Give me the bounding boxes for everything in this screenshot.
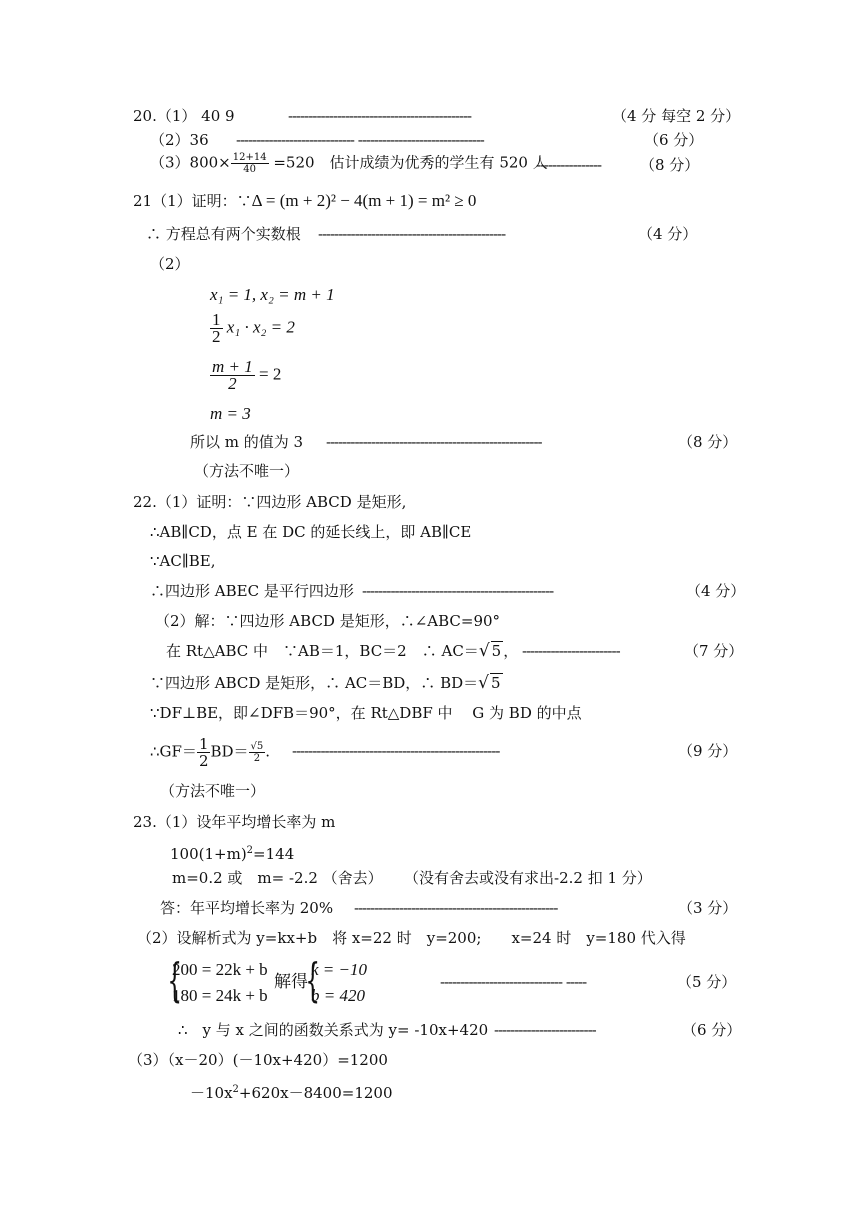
q21-line2: ∴ 方程总有两个实数根: [146, 225, 301, 243]
q23-line3-note: （没有舍去或没有求出-2.2 扣 1 分）: [404, 869, 652, 887]
q23-line4-score: （3 分）: [678, 899, 738, 917]
q21-step2: $\frac{1}{2}$ x₁ · x₂ = 2: [212, 310, 295, 346]
q23-line4: 答：年平均增长率为 20%: [160, 899, 334, 917]
q20-fraction: $\frac{12+14}{40}$: [232, 152, 267, 175]
q20-line1: [133, 106, 235, 126]
q22-line9-dashes: ---------------------------------------------------: [292, 742, 500, 760]
q21-line5: （方法不唯一）: [194, 462, 300, 480]
q20-line3: （3）800× $\frac{12+14}{40}$ =520 估计成绩为优秀的学生有 520 人: [150, 152, 548, 175]
q21-line2-score: （4 分）: [638, 225, 698, 243]
q22-line9-score: （9 分）: [678, 742, 738, 760]
q22-line4-score: （4 分）: [686, 582, 746, 600]
q21-step4: m = 3: [210, 404, 251, 423]
q23-line2: $100(1+m)^2=144$: [170, 845, 295, 863]
q23-line5: （2）设解析式为 y=kx+b 将 x=22 时 y=200; x=24 时 y=180 代入得: [137, 929, 686, 947]
q20-line1-score: （4 分 每空 2 分）: [612, 107, 741, 125]
q20-line1-dashes: ---------------------------------------------: [288, 107, 472, 125]
q21-line4-score: （8 分）: [678, 433, 738, 451]
q23-line7-dashes: -------------------------: [494, 1021, 596, 1039]
q23-system-brace-left: {: [167, 953, 182, 1007]
q22-line6-dashes: ------------------------: [522, 642, 620, 660]
q22-line1: 22.（1）证明：∵四边形 ABCD 是矩形,: [133, 493, 407, 511]
q23-system-solve: 解得: [274, 972, 308, 992]
q23-line7-score: （6 分）: [682, 1021, 742, 1039]
q22-line10: （方法不唯一）: [160, 782, 266, 800]
q23-solution-k: k = −10: [311, 960, 367, 979]
q21-step3: $\frac{m + 1}{2}$ = 2: [212, 357, 282, 393]
q21-discriminant: Δ = (m + 2)² − 4(m + 1) = m² ≥ 0: [251, 191, 477, 210]
q23-line8: （3）（x－20）(－10x+420）=1200: [128, 1051, 388, 1069]
q22-line4: ∴四边形 ABEC 是平行四边形: [150, 582, 354, 600]
q20-answer-1: 20.（1） 40 9: [133, 107, 235, 125]
q20-line3-score: （8 分）: [640, 156, 700, 174]
q23-line1: 23.（1）设年平均增长率为 m: [133, 813, 336, 831]
q23-system-eq2: 180 = 24k + b: [172, 986, 268, 1005]
q23-line4-dashes: --------------------------------------------------: [354, 899, 558, 917]
q21-line1: 21（1）证明：∵Δ = (m + 2)² − 4(m + 1) = m² ≥ 0: [133, 191, 477, 210]
q23-line9: $-10x^2+620x-8400=1200$: [190, 1084, 393, 1102]
q22-line9: ∴GF＝ $\frac{1}{2}$ BD＝ $\frac{√5}{2}$ .: [150, 735, 271, 770]
q22-line3: ∵AC∥BE,: [150, 552, 216, 570]
q20-line3-dashes: ----------------: [536, 156, 602, 174]
q23-solution-b: b = 420: [311, 986, 365, 1005]
q22-line7: ∵四边形 ABCD 是矩形，∴ AC＝BD，∴ BD＝√ 5: [150, 673, 501, 693]
q23-line6-score: （5 分）: [677, 973, 737, 991]
q23-line7: ∴ y 与 x 之间的函数关系式为 y= -10x+420: [178, 1021, 489, 1039]
q22-line6: 在 Rt△ABC 中 ∵AB＝1，BC＝2 ∴ AC＝√ 5 ，: [166, 641, 519, 661]
q20-line2-dashes: ----------------------------- -------------------------------: [236, 131, 484, 149]
q21-line4-dashes: -----------------------------------------------------: [326, 433, 542, 451]
q23-line6-dashes: ------------------------------ -----: [440, 973, 587, 991]
q21-line2-dashes: ----------------------------------------------: [318, 225, 506, 243]
q20-line2: （2）36: [150, 131, 209, 149]
q21-step1: x₁ = 1, x₂ = m + 1: [210, 285, 335, 304]
q23-line3: m=0.2 或 m= -2.2 （舍去）: [172, 869, 383, 887]
q22-line5: （2）解：∵四边形 ABCD 是矩形，∴∠ABC=90°: [155, 612, 501, 630]
q21-line3: （2）: [150, 255, 190, 273]
q22-line8: ∵DF⊥BE，即∠DFB＝90°，在 Rt△DBF 中 G 为 BD 的中点: [150, 704, 582, 722]
q23-system-eq1: 200 = 22k + b: [172, 960, 268, 979]
q22-line2: ∴AB∥CD，点 E 在 DC 的延长线上，即 AB∥CE: [150, 523, 472, 541]
q22-line4-dashes: -----------------------------------------------: [362, 582, 554, 600]
q23-system-brace-right: {: [305, 953, 320, 1007]
q20-line2-score: （6 分）: [644, 131, 704, 149]
q21-line4: 所以 m 的值为 3: [190, 433, 304, 451]
q22-line6-score: （7 分）: [684, 642, 744, 660]
